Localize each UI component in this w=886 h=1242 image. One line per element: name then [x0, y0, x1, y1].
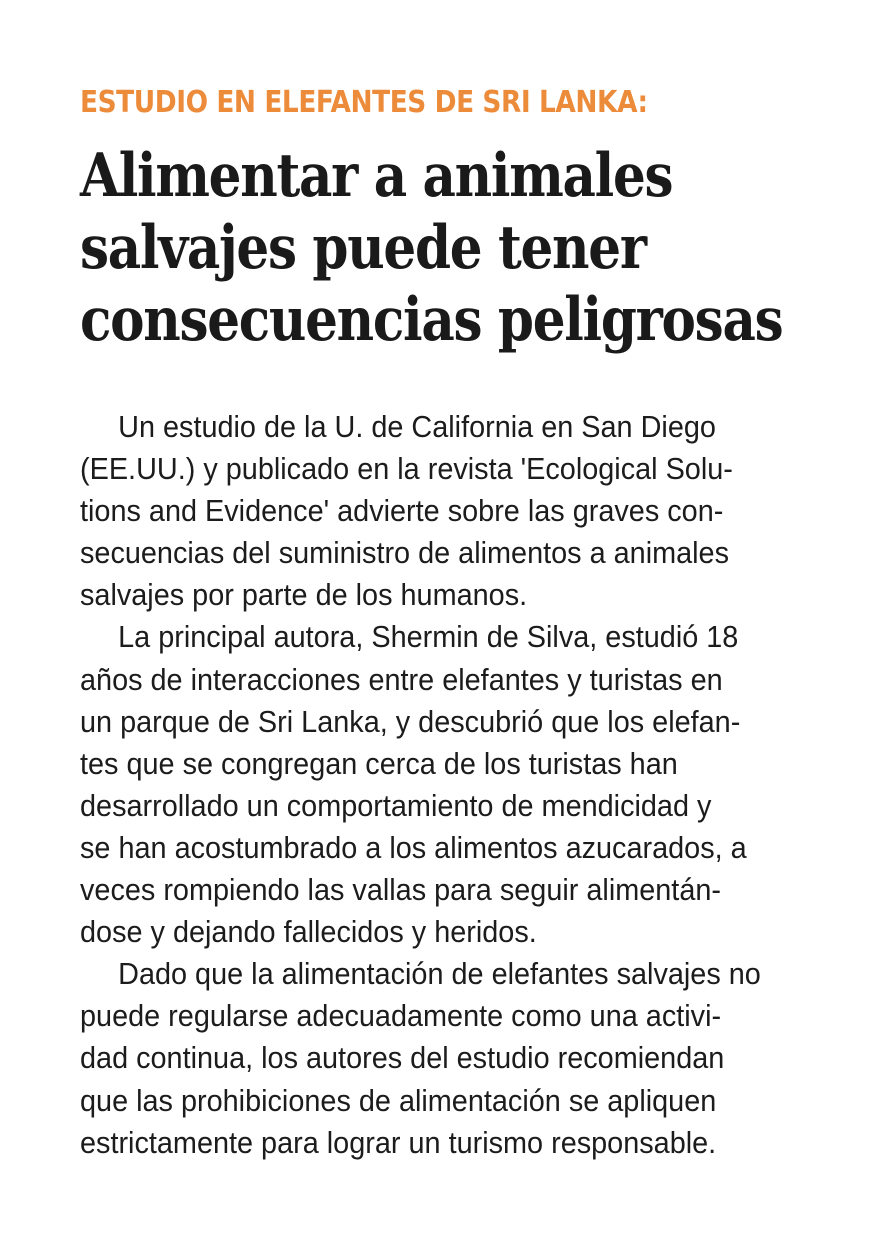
body-line: dad continua, los autores del estudio recomiendan [80, 1040, 725, 1076]
paragraph-1 [80, 406, 850, 616]
body-line: un parque de Sri Lanka, y descubrió que los elefan- [80, 703, 741, 739]
paragraph-2 [80, 616, 850, 953]
body-line: estrictamente para lograr un turismo responsable. [80, 1124, 717, 1160]
body-line: que las prohibiciones de alimentación se apliquen [80, 1082, 717, 1118]
article-body [80, 406, 850, 1164]
body-line: tions and Evidence' advierte sobre las graves con- [80, 493, 724, 529]
body-line: se han acostumbrado a los alimentos azucarados, a [80, 829, 747, 865]
body-line: puede regularse adecuadamente como una activi- [80, 998, 722, 1034]
body-line: desarrollado un comportamiento de mendicidad y [80, 787, 712, 823]
body-line: años de interacciones entre elefantes y turistas en [80, 661, 723, 697]
body-line: secuencias del suministro de alimentos a animales [80, 535, 730, 571]
body-line: La principal autora, Shermin de Silva, estudió 18 [118, 619, 739, 655]
body-line: Dado que la alimentación de elefantes salvajes no [118, 956, 761, 992]
kicker: ESTUDIO EN ELEFANTES DE SRI LANKA: [80, 85, 648, 120]
headline [80, 140, 850, 356]
body-line: veces rompiendo las vallas para seguir alimentán- [80, 872, 722, 908]
body-line: tes que se congregan cerca de los turistas han [80, 745, 678, 781]
body-line: salvajes por parte de los humanos. [80, 577, 528, 613]
body-line: dose y dejando fallecidos y heridos. [80, 914, 537, 950]
headline-line: salvajes puede tener [80, 213, 646, 283]
headline-line: consecuencias peligrosas [80, 285, 783, 355]
article [80, 84, 850, 1164]
paragraph-3 [80, 953, 850, 1163]
headline-line: Alimentar a animales [80, 141, 673, 211]
body-line: Un estudio de la U. de California en San Diego [118, 409, 716, 444]
body-line: (EE.UU.) y publicado en la revista 'Ecological Solu- [80, 451, 733, 487]
